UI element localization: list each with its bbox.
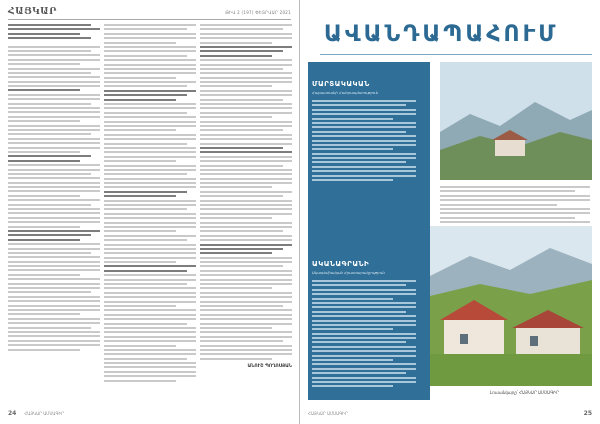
page-number-left: 24 (8, 409, 17, 417)
title-rule (320, 54, 592, 55)
right-footer (308, 408, 592, 418)
right-page (300, 0, 600, 424)
page-number-right: 25 (583, 409, 592, 417)
author-role-1: Հայաստանի Հանրապետություն (312, 90, 379, 95)
section-title: ԱՎԱՆԴԱՊԱՀՈՒՄ (324, 22, 559, 47)
photo-main (430, 226, 592, 386)
author-name-1: ՄԱՐՏԱԿԱԿԱՆ (312, 80, 370, 88)
author-role-2: Ակադեմիական Հրատարակչություն (312, 270, 385, 275)
author-name-2: ԱԿԱՆԱԳՐԱՆԻ (312, 260, 370, 268)
photo-top (440, 62, 592, 180)
footer-text-right: ՀԱՅԿԱՐ ԱՄՍԱԳԻՐ (308, 410, 348, 416)
header-rule (8, 19, 291, 20)
left-footer (8, 408, 291, 418)
footer-text-left: ՀԱՅԿԱՐ ԱՄՍԱԳԻՐ (24, 410, 65, 416)
issue-line: ԹԻՎ 2 (197) ՓԵՏՐՎԱՐ 2021 (225, 9, 291, 15)
text-column-1 (8, 24, 100, 404)
header-bar (8, 6, 291, 18)
text-column-2 (104, 24, 196, 404)
article-signature: ԱՆՈՒՇ ՊՈՂՈՍՅԱՆ (247, 363, 292, 369)
photo-caption: Լուսանկարը՝ ՀԱՅԿԱՐ ԱՄՍԱԳԻՐ (490, 390, 559, 395)
magazine-name: ՀԱՅԿԱՐ (8, 7, 57, 17)
sidebar-text-2 (312, 280, 416, 390)
text-column-3 (200, 24, 292, 404)
sidebar-text-1 (312, 100, 416, 183)
